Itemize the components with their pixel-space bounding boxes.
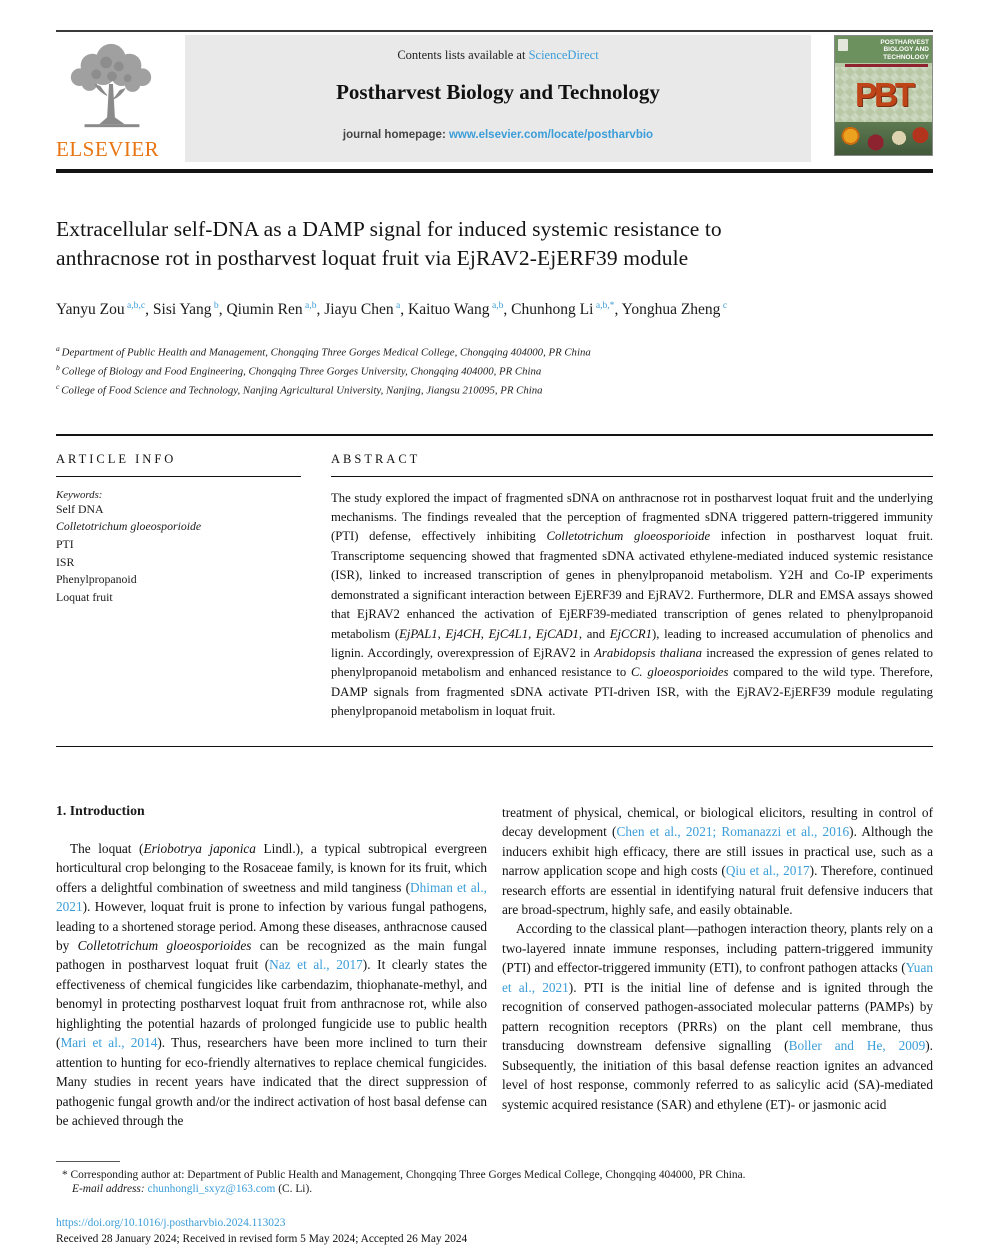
doi-link[interactable]: https://doi.org/10.1016/j.postharvbio.2024.113023 <box>56 1216 286 1229</box>
keyword-item: PTI <box>56 536 74 551</box>
keyword-item: Phenylpropanoid <box>56 572 137 587</box>
abstract-bottom-rule <box>56 746 933 747</box>
article-title <box>56 215 933 273</box>
intro-paragraph: treatment of physical, chemical, or biological elicitors, resulting in control of decay development (Chen et al., 2021; Romanazzi et al., 2016). Although the inducers exhibit high efficacy, there are still issues in practical use, such as a narrow application scope and high costs (Qiu et al., 2017). Therefore, continued research efforts are essential in identifying natural fruit defensive inducers that are broad-spectrum, highly safe, and easily obtainable. <box>502 804 933 917</box>
abstract-rule <box>331 476 933 477</box>
citation-link[interactable]: Boller and He, 2009 <box>788 1038 926 1054</box>
footnote-block <box>56 1161 933 1245</box>
corresponding-author-note: * Corresponding author at: Department of Public Health and Management, Chongqing Three Gorges Medical College, Chongqing 404000, PR China. <box>62 1168 746 1181</box>
sciencedirect-link[interactable]: ScienceDirect <box>528 48 599 62</box>
elsevier-wordmark: ELSEVIER <box>56 137 160 161</box>
email-label: E-mail address: <box>72 1182 148 1195</box>
keyword-item: Self DNA <box>56 501 104 516</box>
affiliation-line: $^a$ Department of Public Health and Management, Chongqing Three Gorges Medical College, Chongqing 404000, PR China <box>56 343 591 359</box>
elsevier-tree-icon <box>56 39 166 135</box>
journal-cover-thumbnail <box>834 35 933 156</box>
citation-link[interactable]: Yuan et al., 2021 <box>502 960 933 995</box>
citation-link[interactable]: Qiu et al., 2017 <box>725 863 810 879</box>
citation-link[interactable]: Chen et al., 2021; Romanazzi et al., 2016 <box>616 824 850 840</box>
author: Chunhong Li $^{a,b,*}$ <box>511 300 615 319</box>
intro-paragraph: According to the classical plant—pathogen interaction theory, plants rely on a two-layered innate immune responses, including pattern-triggered immunity (PTI) and effector-triggered immunity (ETI), to confront pathogen attacks (Yuan et al., 2021). PTI is the initial line of defense and is ignited through the recognition of conserved pathogen-associated molecular patterns (PAMPs) by pattern recognition receptors (PRRs) on the plant cell membrane, thus transducing downstream defensive signalling (Boller and He, 2009). Subsequently, the initiation of this basal defense reaction ignites an advanced level of host response, commonly referred to as salicylic acid (SA)-mediated systemic acquired resistance (SAR) and ethylene (ET)- or jasmonic acid <box>502 921 933 1112</box>
email-link[interactable]: chunhongli_sxyz@163.com <box>147 1182 276 1195</box>
author-affiliation-sup: b <box>211 300 219 312</box>
homepage-label: journal homepage: <box>342 129 449 141</box>
abstract-text: The study explored the impact of fragmented sDNA on anthracnose rot in postharvest loquat fruit and the underlying mechanisms. The findings revealed that the perception of fragmented sDNA triggered pattern-triggered immunity (PTI) defense, effectively inhibiting Colletotrichum gloeosporioide infection in postharvest loquat fruit. Transcriptome sequencing showed that fragmented sDNA activated ethylene-mediated induced systemic resistance (ISR), linked to increased transcription of genes in phenylpropanoid metabolism. Y2H and Co-IP experiments demonstrated a significant interaction between EjERF39 and EjRAV2. Furthermore, DLR and EMSA assays showed that EjRAV2 enhanced the activation of EjERF39-mediated transcription of genes related to phenylpropanoid metabolism (EjPAL1, Ej4CH, EjC4L1, EjCAD1, and EjCCR1), leading to increased accumulation of phenolics and lignin. Accordingly, overexpression of EjRAV2 in Arabidopsis thaliana increased the expression of genes related to phenylpropanoid metabolism and enhanced resistance to C. gloeosporioides compared to the wild type. Therefore, DAMP signals from fragmented sDNA activate PTI-driven ISR, with the EjRAV2-EjERF39 module regulating phenylpropanoid metabolism in loquat fruit. <box>331 490 934 719</box>
keyword-item: Loquat fruit <box>56 590 113 604</box>
contents-note <box>185 48 811 63</box>
footnote-rule <box>56 1161 120 1162</box>
author-affiliation-sup: c <box>720 300 728 312</box>
author-list: Yanyu Zou $^{a,b,c}$, Sisi Yang $^b$, Qiumin Ren $^{a,b}$, Jiayu Chen $^a$, Kaituo Wang $^{a,b}$, Chunhong Li $^{a,b,*}$, Yonghua Zheng $^c$ <box>56 300 728 319</box>
abstract-heading: ABSTRACT <box>331 451 421 466</box>
keywords-label: Keywords: <box>56 488 103 501</box>
affiliation-line: $^c$ College of Food Science and Technology, Nanjing Agricultural University, Nanjing, Jiangsu 210095, PR China <box>56 381 543 397</box>
journal-header <box>56 35 933 162</box>
abstract-column <box>331 452 933 722</box>
intro-paragraph: The loquat (Eriobotrya japonica Lindl.), a typical subtropical evergreen horticultural crop belonging to the Rosaceae family, is known for its fruit, which offers a delightful combination of sweetness and mild tanginess (Dhiman et al., 2021). However, loquat fruit is prone to infection by various fungal pathogens, leading to a shortened storage period. Among these diseases, anthracnose caused by Colletotrichum gloeosporioides can be recognized as the main fungal pathogen in postharvest loquat fruit (Naz et al., 2017). It clearly states the effectiveness of chemical fungicides like carbendazim, thiophanate-methyl, and benomyl in protecting postharvest loquat fruit from anthracnose rot, while also highlighting the potential hazards of prolonged fungicide use to public health (Mari et al., 2014). Thus, researchers have been more inclined to turn their attention to hunting for eco-friendly alternatives to replace chemical fungicides. Many studies in recent years have indicated that the direct suppression of pathogenic fungal growth and/or the indirect activation of host basal defense can be achieved through the <box>56 840 488 1129</box>
cover-initials: PBT <box>835 67 932 122</box>
author: Jiayu Chen $^a$ <box>324 300 401 319</box>
citation-link[interactable]: Dhiman et al., 2021 <box>56 879 487 915</box>
article-info-heading: ARTICLE INFO <box>56 451 177 466</box>
author-affiliation-sup: a,b,c <box>124 300 146 312</box>
homepage-line <box>185 129 811 141</box>
email-line <box>56 1183 933 1195</box>
author: Yonghua Zheng $^c$ <box>621 300 728 319</box>
right-column <box>502 803 933 1131</box>
journal-banner <box>185 35 811 162</box>
keyword-item: Colletotrichum gloeosporioide <box>56 519 202 534</box>
cover-logo-icon <box>838 39 848 51</box>
author: Yanyu Zou $^{a,b,c}$ <box>56 300 146 319</box>
body-columns <box>56 803 933 1131</box>
article-info-rule <box>56 476 301 477</box>
header-divider <box>56 169 933 173</box>
journal-title: Postharvest Biology and Technology <box>336 80 660 104</box>
contents-note-text: Contents lists available at <box>397 48 529 62</box>
author-affiliation-sup: a,b <box>302 300 317 312</box>
citation-link[interactable]: Naz et al., 2017 <box>269 957 363 973</box>
left-column <box>56 803 487 1131</box>
meta-divider <box>56 434 933 436</box>
affiliation-line: $^b$ College of Biology and Food Engineering, Chongqing Three Gorges University, Chongqing 404000, PR China <box>56 362 542 378</box>
article-title-line: Extracellular self-DNA as a DAMP signal for induced systemic resistance to <box>56 217 722 241</box>
affiliation-list <box>56 343 933 400</box>
top-rule <box>56 30 933 32</box>
info-abstract-section <box>56 452 933 722</box>
cover-produce-photos <box>835 122 932 155</box>
author-affiliation-sup: a <box>393 300 401 312</box>
article-title-line: anthracnose rot in postharvest loquat fruit via EjRAV2-EjERF39 module <box>56 246 689 271</box>
keywords-list <box>56 501 301 607</box>
author: Qiumin Ren $^{a,b}$ <box>226 300 317 319</box>
elsevier-logo <box>56 35 183 162</box>
received-dates: Received 28 January 2024; Received in revised form 5 May 2024; Accepted 26 May 2024 <box>56 1232 468 1245</box>
article-info-column <box>56 452 301 722</box>
author: Kaituo Wang $^{a,b}$ <box>408 300 504 319</box>
homepage-link[interactable]: www.elsevier.com/locate/postharvbio <box>448 129 654 141</box>
author-affiliation-sup: a,b,* <box>593 300 615 312</box>
cover-title: POSTHARVEST BIOLOGY AND TECHNOLOGY <box>880 39 929 61</box>
author: Sisi Yang $^b$ <box>152 300 219 319</box>
cover-header <box>835 36 932 63</box>
keyword-item: ISR <box>56 554 75 569</box>
introduction-heading: 1. Introduction <box>56 802 145 818</box>
email-suffix: (C. Li). <box>275 1182 313 1195</box>
citation-link[interactable]: Mari et al., 2014 <box>60 1035 158 1051</box>
author-affiliation-sup: a,b <box>489 300 504 312</box>
paper-page <box>0 30 989 1245</box>
